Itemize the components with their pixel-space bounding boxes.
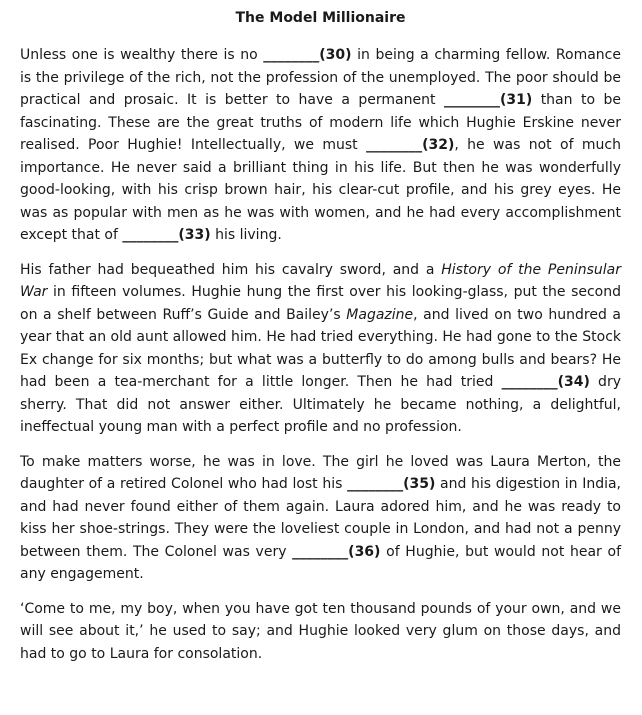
- blank-36: ________(36): [292, 543, 381, 560]
- document-title: The Model Millionaire: [235, 10, 406, 26]
- paragraph-1-text-4: , he was not of much importance. He never said a brilliant thing in his life. But then he was wonderfully good-looking, with his crisp brown hair, his clear-cut profile, and his grey eyes. He was as popular with men as he was with women, and he had every accomplishment except that of: [20, 137, 622, 243]
- paragraph-3: [20, 451, 621, 586]
- paragraph-3-text-1: To make matters worse, he was in love. The girl he loved was Laura Merton, the daughter of a retired Colonel who had lost his: [20, 453, 621, 492]
- italic-book-title: History of the Peninsular War: [20, 261, 621, 300]
- blank-31: ________(31): [443, 92, 533, 108]
- paragraph-1-text-1: Unless one is wealthy there is no: [20, 47, 264, 63]
- paragraph-3-text-3: of Hughie, but would not hear of any engagement.: [20, 543, 621, 582]
- paragraph-4: [20, 598, 621, 666]
- paragraph-2: [20, 259, 621, 439]
- paragraph-2-text-4: dry sherry. That did not answer either. Ultimately he became nothing, a delightful, ineffectual young man with a perfect profile and no profession.: [20, 374, 621, 435]
- paragraph-3-text-2: and his digestion in India, and had never found either of them again. Laura adored him, and he was ready to kiss her shoe-strings. They were the loveliest couple in London, and had not a penny between them. The Colonel was very: [20, 476, 621, 560]
- paragraph-2-text-3: , and lived on two hundred a year that an old aunt allowed him. He had tried everything. He had gone to the Stock Ex change for six months; but what was a butterfly to do among bulls and bears? He had been a tea-merchant for a little longer. Then he had tried: [20, 306, 621, 390]
- paragraph-1-text-2: in being a charming fellow. Romance is the privilege of the rich, not the profession of the unemployed. The poor should be practical and prosaic. It is better to have a permanent: [20, 47, 621, 108]
- blank-30: ________(30): [263, 47, 352, 63]
- blank-33: ________(33): [122, 227, 211, 243]
- blank-35: ________(35): [347, 476, 436, 492]
- blank-32: ________(32): [366, 137, 455, 153]
- italic-magazine: Magazine: [346, 306, 414, 323]
- paragraph-1-text-3: than to be fascinating. These are the great truths of modern life which Hughie Erskine never realised. Poor Hughie! Intellectually, we must: [20, 92, 621, 153]
- paragraph-1-text-5: his living.: [210, 227, 282, 243]
- paragraph-2-text-2: in fifteen volumes. Hughie hung the first over his looking-glass, put the second on a shelf between Ruff’s Guide and Bailey’s: [20, 284, 621, 323]
- paragraph-2-text-1: His father had bequeathed him his cavalry sword, and a: [20, 261, 442, 278]
- paragraph-4-text-1: ‘Come to me, my boy, when you have got ten thousand pounds of your own, and we will see about it,’ he used to say; and Hughie looked very glum on those days, and had to go to Laura for consolation.: [20, 600, 621, 662]
- paragraph-1: [20, 44, 621, 247]
- blank-34: ________(34): [501, 374, 590, 390]
